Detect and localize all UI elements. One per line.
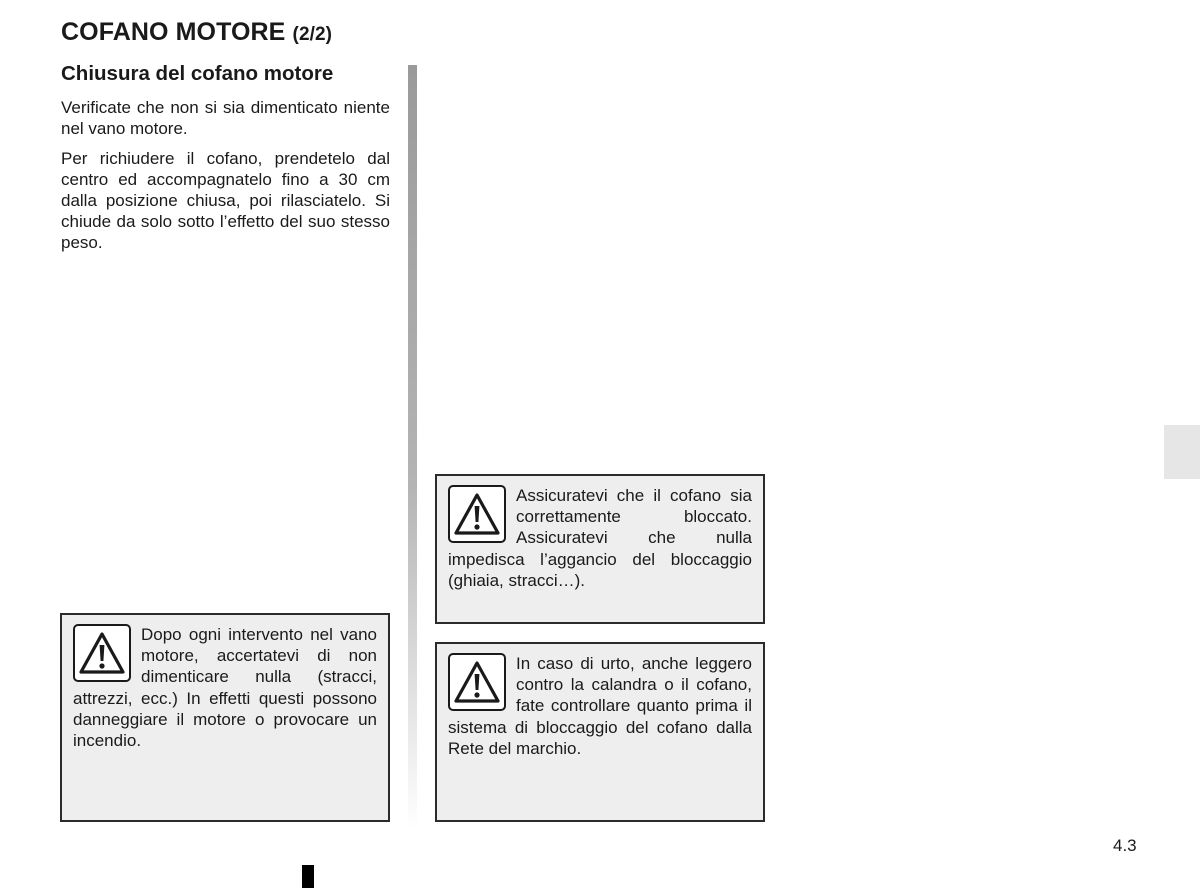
paragraph-close-hood-instructions: Per richiudere il cofano, prendetelo dal centro ed accompagnatelo fino a 30 cm dalla posizione chiusa, poi rilasciatelo. Si chiude da solo sotto l’effetto del suo stesso peso. (61, 149, 390, 252)
page-number: 4.3 (1113, 836, 1137, 855)
page-title-suffix: (2/2) (292, 24, 333, 45)
section-heading: Chiusura del cofano motore (61, 62, 334, 85)
page-title (61, 18, 332, 47)
warning-text-hood-locked: Assicuratevi che il cofano sia correttamente bloccato. Assicuratevi che nulla impedisca l’aggancio del bloccaggio (ghiaia, stracci…). (448, 486, 752, 590)
warning-triangle-icon (73, 624, 131, 682)
warning-box-engine-bay (60, 613, 390, 822)
warning-text-impact-check: In caso di urto, anche leggero contro la calandra o il cofano, fate controllare quanto prima il sistema di bloccaggio del cofano dalla Rete del marchio. (448, 654, 752, 758)
page-title-text: COFANO MOTORE (61, 18, 286, 46)
column-divider (408, 65, 417, 830)
warning-box-impact-check (435, 642, 765, 822)
chapter-tab-marker (1164, 425, 1200, 479)
warning-text-engine-bay: Dopo ogni intervento nel vano motore, accertatevi di non dimenticare nulla (stracci, attrezzi, ecc.) In effetti questi possono danneggiare il motore o provocare un incendio. (73, 625, 377, 751)
warning-triangle-icon (448, 653, 506, 711)
print-crop-mark (302, 865, 314, 888)
paragraph-check-engine-bay: Verificate che non si sia dimenticato niente nel vano motore. (61, 98, 390, 138)
warning-box-hood-locked (435, 474, 765, 624)
warning-triangle-icon (448, 485, 506, 543)
